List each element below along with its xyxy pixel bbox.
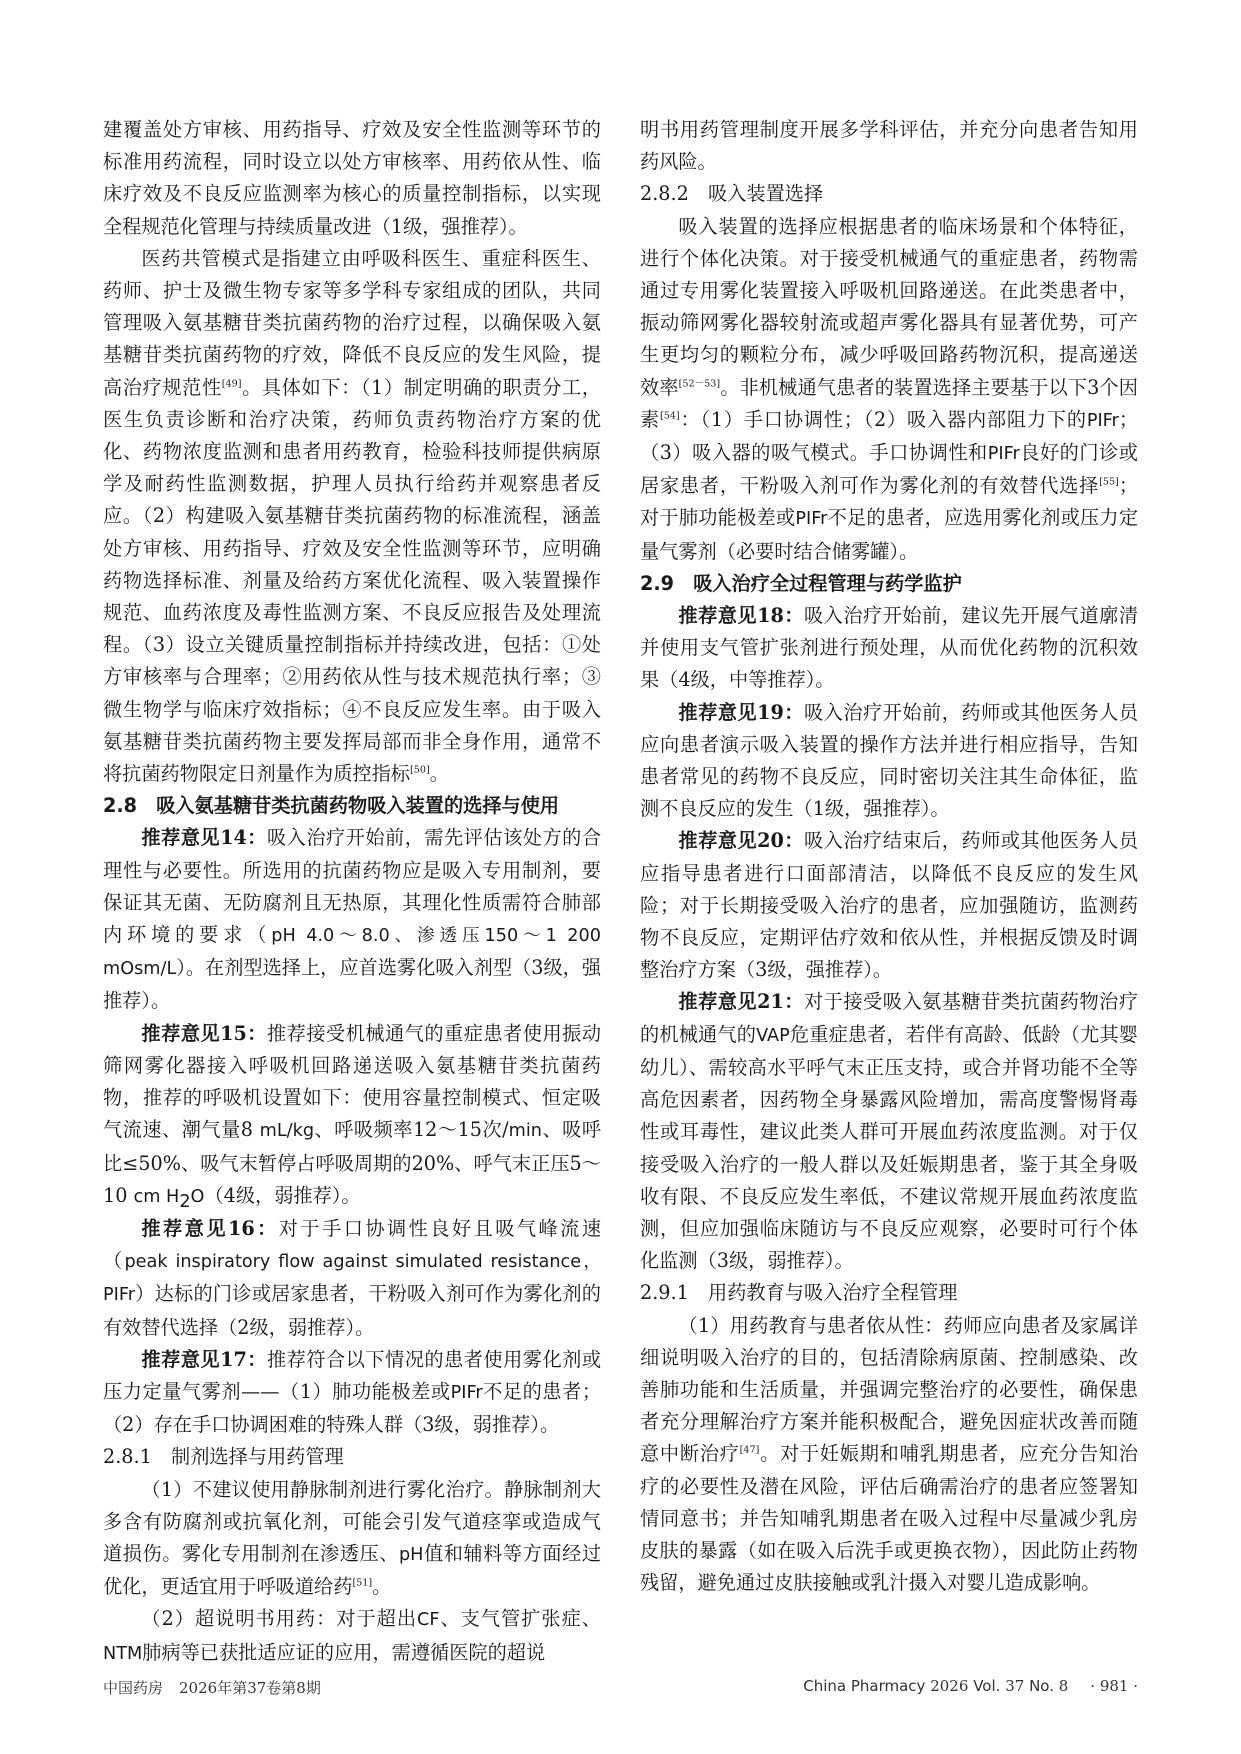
text: 。非机械通气患者的装置选择主要基于以下3个因素 — [640, 375, 1138, 431]
paragraph-continued: 明书用药管理制度开展多学科评估，并充分向患者告知用药风险。 — [640, 118, 1138, 174]
text: ：（1）手口协调性；（2）吸入器内部阻力下的 — [679, 407, 1087, 431]
text: 对于手口协调性良好且吸气峰流速（ — [103, 1216, 602, 1273]
section-title: 吸入治疗全过程管理与药学监护 — [693, 571, 962, 595]
text: NTM — [103, 1643, 143, 1664]
section-number: 2.8.2 — [640, 182, 689, 206]
text: （1）用药教育与患者依从性：药师应向患者及家属详细说明吸入治疗的目的，包括清除病原菌、控制感染、改善肺功能和生活质量，并强调完整治疗的必要性，确保患者充分理解治疗方案并能积极配合，避免因症状改善而随意中断治疗 — [640, 1313, 1138, 1466]
section-heading-2-9 — [640, 568, 1138, 600]
issue-info-cn: 2026年第37卷第8期 — [179, 1679, 321, 1697]
text: 危重症患者，若伴有高龄、低龄（尤其婴幼儿）、需较高水平呼气末正压支持，或合并肾功能不全等高危因素者，因药物全身暴露风险增加，需高度警惕肾毒性或耳毒性，建议此类人群可开展血药浓度监测。对于仅接受吸入治疗的一般人群以及妊娠期患者，鉴于其全身吸收有限、不良反应发生率低，不建议常规开展血药浓度监测，但应加强临床随访与不良反应观察，必要时可行个体化监测（3级，弱推荐）。 — [640, 1022, 1138, 1273]
paragraph-formulation-choice — [103, 1474, 601, 1604]
text: 吸入治疗开始前，药师或其他医务人员应向患者演示吸入装置的操作方法并进行相应指导，告知患者常见的药物不良反应，同时密切关注其生命体征，监测不良反应的发生（1级，强推荐）。 — [640, 700, 1139, 821]
text: PIFr — [987, 444, 1020, 465]
issue-number: 8 — [1058, 1677, 1069, 1695]
paragraph-device-selection — [640, 211, 1138, 568]
volume-label: Vol. — [973, 1677, 1001, 1695]
text: ）达标的门诊或居家患者，干粉吸入剂可作为雾化剂的有效替代选择（2级，弱推荐）。 — [103, 1282, 601, 1339]
section-heading-2-8-1 — [103, 1441, 601, 1473]
journal-name-cn: 中国药房 — [103, 1679, 164, 1697]
text: mL/kg — [259, 1121, 315, 1142]
citation: [51] — [352, 1577, 373, 1589]
citation: [49] — [221, 378, 242, 390]
text: 。 — [429, 762, 449, 786]
section-number: 2.8 — [103, 794, 137, 818]
text: 推荐符合以下情况的患者使用雾化剂或压力定量气雾剂——（1）肺功能极差或 — [103, 1347, 602, 1403]
recommendation-label: 推荐意见18： — [678, 604, 804, 628]
text: 值和辅料等方面经过优化，更适宜用于呼吸道给药 — [103, 1541, 602, 1599]
text: PIFr — [1086, 410, 1119, 431]
text: 吸入装置的选择应根据患者的临床场景和个体特征，进行个体化决策。对于接受机械通气的重症患者，药物需通过专用雾化装置接入呼吸机回路递送。在此类患者中，振动筛网雾化器较射流或超声雾化器具有显著优势，可产生更均匀的颗粒分布，减少呼吸回路药物沉积，提高递送效率 — [640, 214, 1138, 399]
text: min — [508, 1121, 542, 1142]
section-number: 2.9 — [640, 571, 674, 595]
text: PIFr — [450, 1382, 483, 1403]
text: 不足的患者，应选用雾化剂或压力定量气雾剂（必要时结合储雾罐）。 — [640, 506, 1139, 563]
section-heading-2-8 — [103, 790, 601, 822]
recommendation-15 — [103, 1018, 601, 1213]
text: 吸入治疗开始前，建议先开展气道廓清并使用支气管扩张剂进行预处理，从而优化药物的沉积效果（4级，中等推荐）。 — [640, 604, 1139, 692]
recommendation-label: 推荐意见15： — [141, 1021, 267, 1045]
text: 医药共管模式是指建立由呼吸科医生、重症科医生、药师、护士及微生物专家等多学科专家组成的团队，共同管理吸入氨基糖苷类抗菌药物的治疗过程，以确保吸入氨基糖苷类抗菌药物的疗效，降低不良反应的发生风险，提高治疗规范性 — [103, 246, 601, 399]
paragraph-co-management — [103, 243, 601, 790]
text: ；（3）吸入器的吸气模式。手口协调性和 — [640, 407, 1139, 465]
text: pH 4.0～8.0、渗透压150～1 200 mOsm/L — [103, 926, 601, 980]
recommendation-21 — [640, 986, 1138, 1277]
text: 。对于妊娠期和哺乳期患者，应充分告知治疗的必要性及潜在风险，评估后确需治疗的患者应签署知情同意书；并告知哺乳期患者在吸入过程中尽量减少乳房皮肤的暴露（如在吸入后洗手或更换衣物），因此防止药物残留，避免通过皮肤接触或乳汁摄入对婴儿造成影响。 — [640, 1442, 1139, 1595]
text: 不足的患者；（2）存在手口协调困难的特殊人群（3级，弱推荐）。 — [103, 1379, 602, 1437]
recommendation-label: 推荐意见14： — [141, 826, 267, 850]
text: 良好的门诊或居家患者，干粉吸入剂可作为雾化剂的有效替代选择 — [640, 441, 1138, 498]
text: 吸入治疗开始前，需先评估该处方的合理性与必要性。所选用的抗菌药物应是吸入专用制剂，要保证其无菌、无防腐剂且无热原，其理化性质需符合肺部内环境的要求（ — [103, 826, 602, 947]
text: 、呼吸频率12～15次/ — [314, 1118, 509, 1142]
citation: [54] — [659, 410, 680, 422]
section-title: 制剂选择与用药管理 — [171, 1445, 344, 1469]
section-title: 吸入装置选择 — [708, 182, 824, 206]
footer-journal-info-en — [803, 1677, 1138, 1695]
journal-name-en: China Pharmacy — [803, 1677, 926, 1695]
section-number: 2.8.1 — [103, 1445, 152, 1469]
text: 肺病等已获批适应证的应用，需遵循医院的超说 — [142, 1640, 546, 1664]
section-title: 吸入氨基糖苷类抗菌药物吸入装置的选择与使用 — [156, 794, 560, 818]
text: 2 — [179, 1191, 191, 1212]
text: （2）超说明书用药：对于超出 — [141, 1607, 418, 1631]
text: cm H — [133, 1186, 180, 1207]
footer-journal-info — [103, 1677, 321, 1698]
text: VAP — [756, 1025, 790, 1046]
text: PIFr — [795, 509, 828, 530]
left-column — [103, 114, 601, 1670]
recommendation-17 — [103, 1344, 601, 1442]
text: ；对于肺功能极差或 — [640, 474, 1138, 530]
page-number: · 981 · — [1090, 1677, 1138, 1695]
section-title: 用药教育与吸入治疗全程管理 — [708, 1281, 958, 1305]
paragraph-off-label-use — [103, 1603, 601, 1669]
text: peak inspiratory flow against simulated resistance，PIFr — [103, 1252, 602, 1306]
recommendation-label: 推荐意见21： — [678, 990, 804, 1014]
text: 推荐接受机械通气的重症患者使用振动筛网雾化器接入呼吸机回路递送吸入氨基糖苷类抗菌药物，推荐的呼吸机设置如下：使用容量控制模式、恒定吸气流速、潮气量8 — [103, 1021, 602, 1142]
recommendation-19 — [640, 697, 1138, 826]
text: 。具体如下：（1）制定明确的职责分工，医生负责诊断和治疗决策，药师负责药物治疗方案的优化、药物浓度监测和患者用药教育，检验科技师提供病原学及耐药性监测数据，护理人员执行给药并观察患者反应。（2）构建吸入氨基糖苷类抗菌药物的标准流程，涵盖处方审核、用药指导、疗效及安全性监测等环节，应明确药物选择标准、剂量及给药方案优化流程、吸入装置操作规范、血药浓度及毒性监测方案、不良反应报告及处理流程。（3）设立关键质量控制指标并持续改进，包括：①处方审核率与合理率；②用药依从性与技术规范执行率；③微生物学与临床疗效指标；④不良反应发生率。由于吸入氨基糖苷类抗菌药物主要发挥局部而非全身作用，通常不将抗菌药物限定日剂量作为质控指标 — [103, 375, 602, 786]
recommendation-label: 推荐意见19： — [678, 700, 804, 724]
issue-label: No. — [1029, 1677, 1054, 1695]
text: O — [190, 1186, 205, 1207]
text: （4级，弱推荐）。 — [204, 1183, 361, 1207]
text: （1）不建议使用静脉制剂进行雾化治疗。静脉制剂大多含有防腐剂或抗氧化剂，可能会引发气道痉挛或造成气道损伤。雾化专用制剂在渗透压、 — [103, 1477, 601, 1565]
citation: [47] — [739, 1444, 760, 1456]
recommendation-16 — [103, 1213, 601, 1344]
recommendation-18 — [640, 600, 1138, 697]
recommendation-14 — [103, 822, 601, 1017]
text: CF — [417, 1610, 440, 1631]
text: ）。在剂型选择上，应首选雾化吸入剂型（3级，强推荐）。 — [103, 956, 602, 1013]
citation: [55] — [1099, 476, 1119, 488]
recommendation-label: 推荐意见16： — [141, 1216, 279, 1240]
paragraph-medication-education — [640, 1310, 1138, 1600]
text: 、吸呼比≤50%、吸气末暂停占呼吸周期的20%、呼气末正压5～10 — [103, 1118, 602, 1207]
section-number: 2.9.1 — [640, 1281, 689, 1305]
text: 吸入治疗结束后，药师或其他医务人员应指导患者进行口面部清洁，以降低不良反应的发生风险；对于长期接受吸入治疗的患者，应加强随访，监测药物不良反应，定期评估疗效和依从性，并根据反馈及时调整治疗方案（3级，强推荐）。 — [640, 829, 1139, 982]
journal-year: 2026 — [930, 1677, 969, 1695]
right-column — [640, 114, 1138, 1599]
section-heading-2-9-1 — [640, 1277, 1138, 1309]
recommendation-label: 推荐意见20： — [678, 829, 804, 853]
text: 。 — [372, 1575, 392, 1599]
recommendation-label: 推荐意见17： — [141, 1347, 267, 1371]
text: 对于接受吸入氨基糖苷类抗菌药物治疗的机械通气的 — [640, 990, 1139, 1046]
citation: [50] — [410, 764, 430, 776]
paragraph-process-standard: 建覆盖处方审核、用药指导、疗效及安全性监测等环节的标准用药流程，同时设立以处方审核率、用药依从性、临床疗效及不良反应监测率为核心的质量控制指标，以实现全程规范化管理与持续质量改进（1级，强推荐）。 — [103, 118, 601, 238]
citation: [52－53] — [678, 378, 721, 390]
text: 、支气管扩张症、 — [439, 1607, 601, 1631]
volume-number: 37 — [1005, 1677, 1025, 1695]
text: pH — [398, 1544, 424, 1565]
section-heading-2-8-2 — [640, 178, 1138, 210]
recommendation-20 — [640, 825, 1138, 986]
